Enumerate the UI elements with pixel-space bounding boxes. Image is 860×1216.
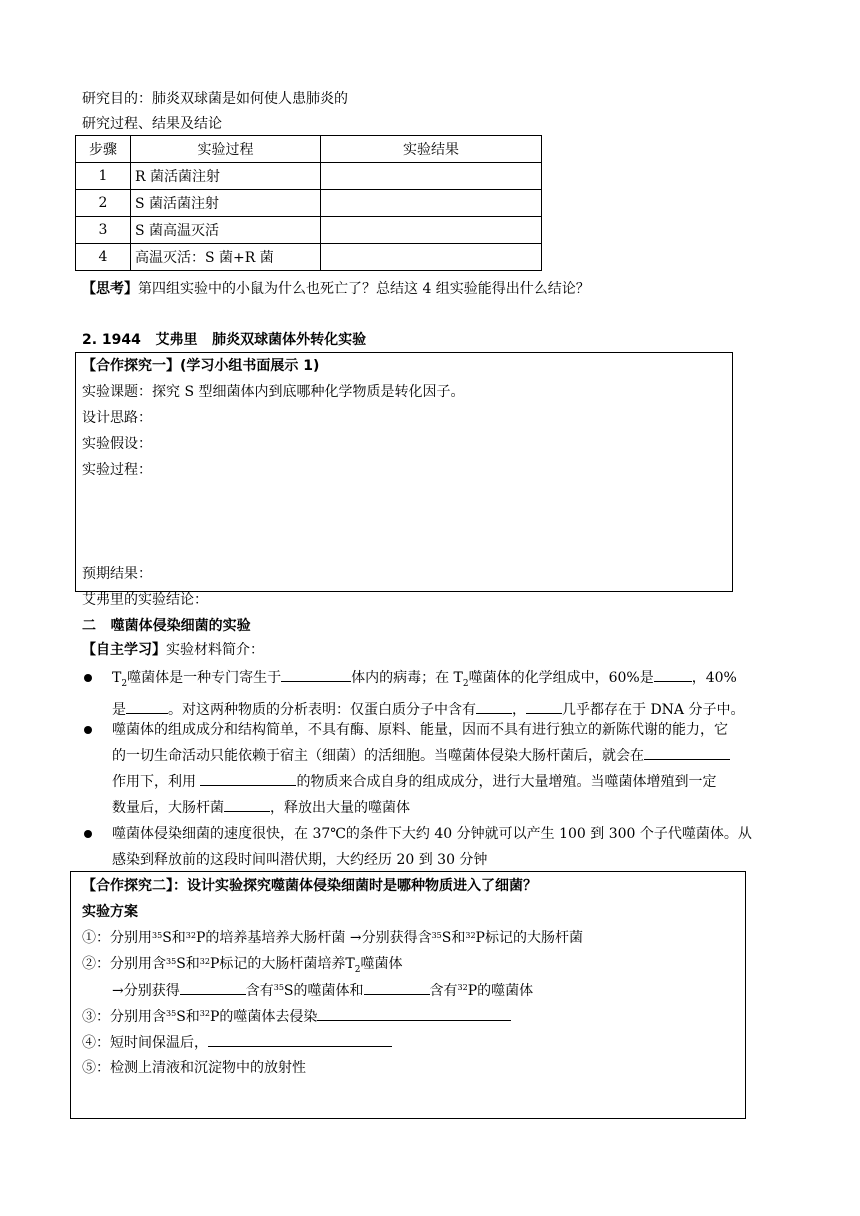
process-cell: S 菌高温灭活 [131,217,321,244]
plan-step-2: ②：分别用含$^{35}$S和$^{32}$P标记的大肠杆菌培养$T_2$噬菌体 [82,956,403,975]
blank-p32-phage[interactable] [364,980,430,995]
bullet-paragraph-3: 噬菌体侵染细菌的速度很快，在 37℃的条件下大约 40 分钟就可以产生 100 到 300 个子代噬菌体。从 感染到释放前的这段时间叫潜伏期，大约经历 20 到 30 分钟 [112,826,752,868]
avery-heading: 2. 1944 艾弗里 肺炎双球菌体外转化实验 [82,332,367,348]
result-cell[interactable] [321,244,542,271]
hypothesis: 实验假设： [82,436,152,452]
table-row [76,190,542,217]
step-cell: 1 [76,163,131,190]
plan-step-3: ③：分别用含$^{35}$S和$^{32}$P的噬菌体去侵染 [82,1006,511,1027]
blank-control[interactable] [644,745,730,760]
result-cell[interactable] [321,217,542,244]
plan-step-5: ⑤：检测上清液和沉淀物中的放射性 [82,1060,306,1076]
avery-conclusion: 艾弗里的实验结论： [82,592,208,608]
blank-lysis[interactable] [224,797,270,812]
process-cell: S 菌活菌注射 [131,190,321,217]
blank-40pct[interactable] [126,699,168,714]
table-header-row [76,136,542,163]
result-cell[interactable] [321,163,542,190]
blank-infect-target[interactable] [317,1006,511,1021]
blank-60pct[interactable] [654,667,692,682]
step-cell: 2 [76,190,131,217]
steps-table [75,135,542,271]
header-process: 实验过程 [131,136,321,163]
plan-step-1: ①：分别用$^{35}$S和$^{32}$P的培养基培养大肠杆菌 →分别获得含$^{35}$S和$^{32}$P标记的大肠杆菌 [82,930,583,946]
blank-dna-element[interactable] [526,699,562,714]
research-purpose: 研究目的：肺炎双球菌是如何使人患肺炎的 [82,91,348,107]
plan-step-4: ④：短时间保温后， [82,1032,392,1053]
box-two-title: 【合作探究二】：设计实验探究噬菌体侵染细菌时是哪种物质进入了细菌？ [82,878,537,894]
self-study [82,640,264,660]
bullet-icon [84,674,92,682]
design-idea: 设计思路： [82,410,152,426]
bullet-icon [84,726,92,734]
research-process-title: 研究过程、结果及结论 [82,116,222,132]
think-label: 【思考】 [82,281,138,297]
plan-label: 实验方案 [82,904,138,920]
process-cell: R 菌活菌注射 [131,163,321,190]
self-study-label: 【自主学习】 [82,642,166,658]
self-study-text: 实验材料简介： [166,642,264,658]
plan-step-2b: →分别获得 含有$^{35}$S的噬菌体和 含有$^{32}$P的噬菌体 [112,980,533,1001]
table-row [76,244,542,271]
blank-host[interactable] [281,667,351,682]
bullet-icon [84,830,92,838]
blank-material[interactable] [200,771,296,786]
bullet-paragraph-1: $T_2$噬菌体是一种专门寄生于 体内的病毒；在 $T_2$噬菌体的化学组成中，60%是 ，40% 是 。对这两种物质的分析表明：仅蛋白质分子中含有 ， 几乎都存在于 DNA 分子中。 [112,665,782,723]
result-cell[interactable] [321,190,542,217]
bullet-paragraph-2: 噬菌体的组成成分和结构简单，不具有酶、原料、能量，因而不具有进行独立的新陈代谢的能力，它 的一切生命活动只能依赖于宿主（细菌）的活细胞。当噬菌体侵染大肠杆菌后，就会在 作用下，利用 的物质来合成自身的组成成分，进行大量增殖。当噬菌体增殖到一定 数量后，大肠杆菌 ，释放出大量的噬菌体 [112,722,728,816]
header-step: 步骤 [76,136,131,163]
experiment-topic: 实验课题：探究 S 型细菌体内到底哪种化学物质是转化因子。 [82,384,465,400]
blank-s35-phage[interactable] [180,980,246,995]
header-result: 实验结果 [321,136,542,163]
expected-result: 预期结果： [82,566,152,582]
table-row [76,163,542,190]
think-question [82,279,590,299]
process-cell: 高温灭活：S 菌+R 菌 [131,244,321,271]
box-one-title: 【合作探究一】(学习小组书面展示 1) [82,358,320,374]
step-cell: 4 [76,244,131,271]
table-row [76,217,542,244]
think-text: 第四组实验中的小鼠为什么也死亡了？总结这 4 组实验能得出什么结论？ [138,281,590,297]
phage-heading: 二 噬菌体侵染细菌的实验 [82,618,251,634]
procedure: 实验过程： [82,462,152,478]
blank-after-incubation[interactable] [208,1032,392,1047]
blank-protein-element[interactable] [476,699,512,714]
step-cell: 3 [76,217,131,244]
